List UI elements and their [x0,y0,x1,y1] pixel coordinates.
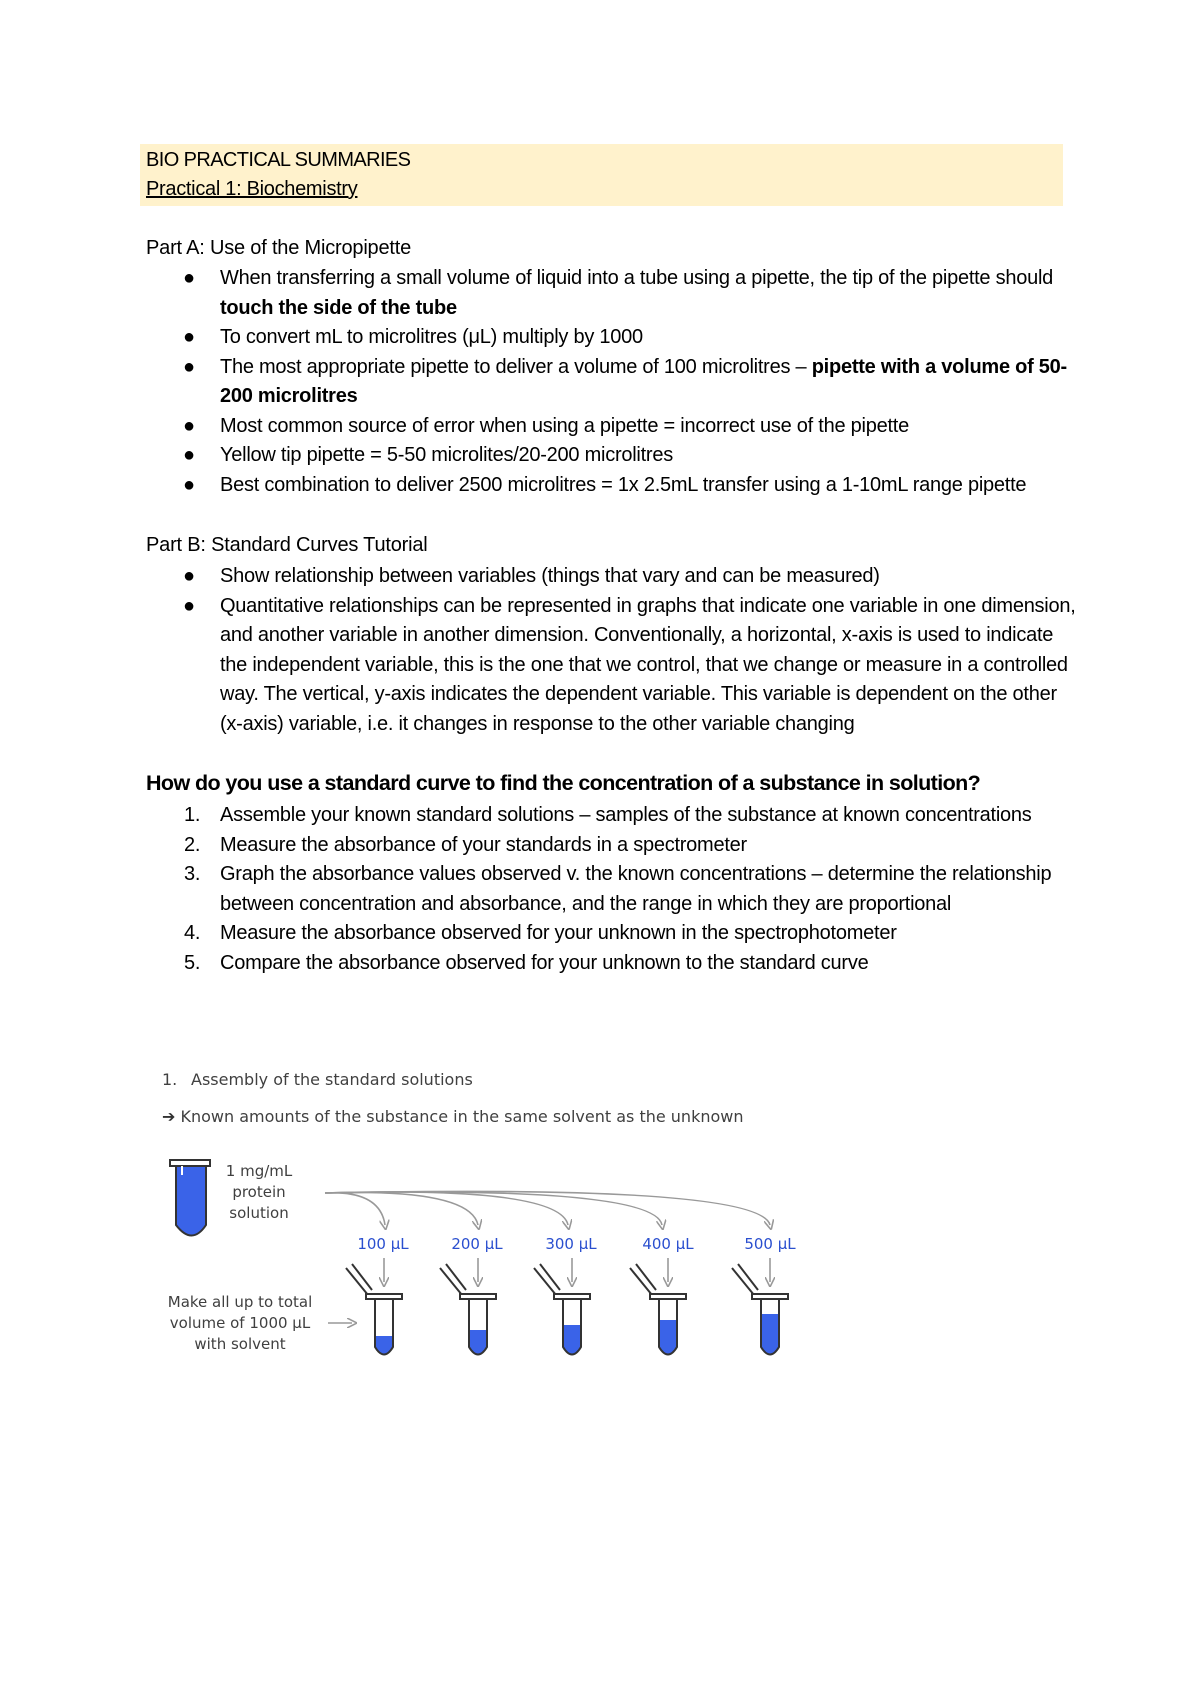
figure-caption-number: 1. [162,1070,178,1089]
tube-1 [346,1264,402,1355]
document-title: BIO PRACTICAL SUMMARIES [146,149,411,171]
list-item: ● The most appropriate pipette to deliver a volume of 100 microlitres – pipette with a volume of 50-200 microlitres [146,353,1076,412]
tube-5 [732,1264,788,1355]
make-up-label-line: volume of 1000 μL [169,1314,311,1332]
bullet-icon: ● [183,565,195,587]
bullet-icon: ● [183,355,195,378]
volume-label: 200 μL [451,1235,503,1253]
list-item: ● When transferring a small volume of liquid into a tube using a pipette, the tip of the pipette should touch the side of the tube [146,264,1076,323]
make-up-label-line: Make all up to total [167,1293,313,1311]
bullet-icon: ● [183,326,195,348]
bullet-icon: ● [183,267,195,289]
tube-3 [534,1264,590,1355]
part-b-heading: Part B: Standard Curves Tutorial [146,534,428,556]
right-arrow-icon: ➔ [162,1107,176,1126]
bullet-icon: ● [183,594,195,617]
tube-2 [440,1264,496,1355]
stock-label-line: 1 mg/mL [225,1162,293,1180]
part-a-heading: Part A: Use of the Micropipette [146,237,412,259]
volume-label: 500 μL [744,1235,796,1253]
volume-label: 400 μL [642,1235,694,1253]
list-item: 5. Compare the absorbance observed for your unknown to the standard curve [184,951,869,974]
make-up-label-line: with solvent [194,1335,286,1353]
stock-label-line: protein [232,1183,286,1201]
list-item: 3. Graph the absorbance values observed v. the known concentrations – determine the relationship between concentration and absorbance, and the range in which they are proportional [184,863,1052,915]
question-heading: How do you use a standard curve to find the concentration of a substance in solution? [146,771,981,795]
figure-caption: Assembly of the standard solutions [191,1070,473,1089]
stock-label-line: solution [229,1204,289,1222]
list-item: 4. Measure the absorbance observed for your unknown in the spectrophotometer [184,922,897,944]
list-item: ● Quantitative relationships can be represented in graphs that indicate one variable in one dimension, and another variable in another dimension. Conventionally, a horizontal, x-axis is used to indicate the independent variable, this is the one that we control, that we change or measure in a controlled way. The vertical, y-axis indicates the dependent variable. This variable is dependent on the other (x-axis) variable, i.e. it changes in response to the other variable changing [146,592,1076,740]
bullet-icon: ● [183,444,195,466]
stock-tube [170,1160,210,1236]
volume-label: 300 μL [545,1235,597,1253]
transfer-arrows [325,1191,770,1225]
list-item: ● Show relationship between variables (things that vary and can be measured) [146,562,1076,592]
figure-arrow-line: ➔ Known amounts of the substance in the same solvent as the unknown [162,1107,744,1126]
bullet-icon: ● [183,473,195,496]
document-subtitle: Practical 1: Biochemistry [146,178,358,200]
tube-4 [630,1264,686,1355]
bullet-icon: ● [183,414,195,437]
list-item: ● Yellow tip pipette = 5-50 microlites/20-200 microlitres [146,441,1076,471]
volume-label: 100 μL [357,1235,409,1253]
list-item: 1. Assemble your known standard solutions – samples of the substance at known concentrations [184,804,1032,826]
list-item: ● Best combination to deliver 2500 microlitres = 1x 2.5mL transfer using a 1-10mL range pipette [146,471,1076,501]
list-item: 2. Measure the absorbance of your standards in a spectrometer [184,833,747,856]
list-item: ● To convert mL to microlitres (μL) multiply by 1000 [146,323,1076,353]
list-item: ● Most common source of error when using a pipette = incorrect use of the pipette [146,412,1076,442]
